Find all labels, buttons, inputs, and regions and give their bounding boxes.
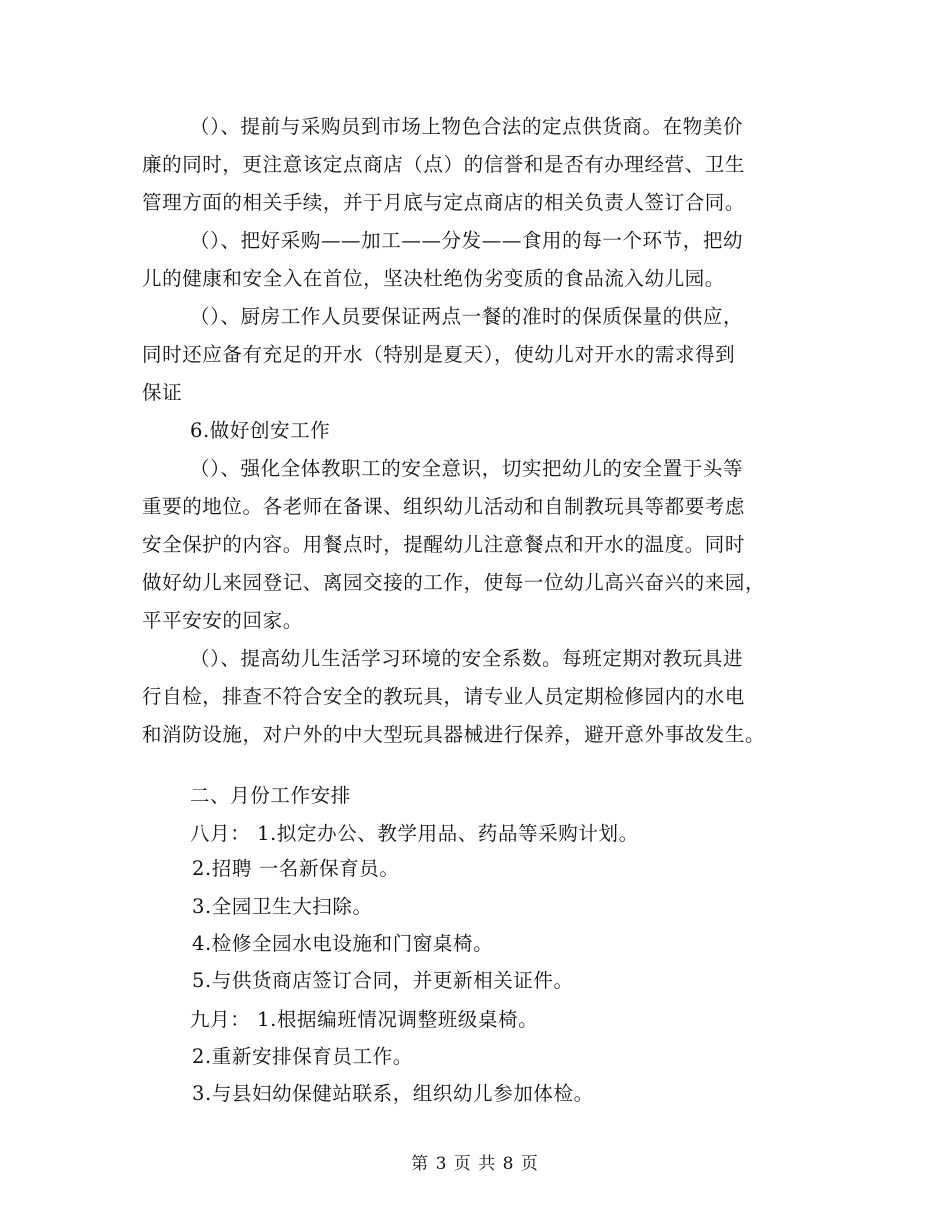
paragraph-6-line-1: （）、提高幼儿生活学习环境的安全系数。每班定期对教玩具进 — [190, 647, 744, 670]
august-head: 八月： 1.拟定办公、教学用品、药品等采购计划。 — [190, 822, 639, 845]
august-item-4: 4.检修全园水电设施和门窗桌椅。 — [192, 932, 494, 955]
paragraph-1-line-1: （）、提前与采购员到市场上物色合法的定点供货商。在物美价 — [190, 115, 744, 138]
september-head: 九月： 1.根据编班情况调整班级桌椅。 — [190, 1008, 539, 1031]
section-title: 二、月份工作安排 — [190, 784, 351, 807]
paragraph-2-line-2: 儿的健康和安全入在首位，坚决杜绝伪劣变质的食品流入幼儿园。 — [142, 267, 725, 290]
paragraph-5-line-5: 平平安安的回家。 — [142, 609, 303, 632]
paragraph-1-line-3: 管理方面的相关手续，并于月底与定点商店的相关负责人签订合同。 — [142, 191, 746, 214]
september-item-2: 2.重新安排保育员工作。 — [192, 1045, 413, 1068]
paragraph-2-line-1: （）、把好采购——加工——分发——食用的每一个环节，把幼 — [190, 229, 744, 252]
paragraph-5-line-2: 重要的地位。各老师在备课、组织幼儿活动和自制教玩具等都要考虑 — [142, 495, 746, 518]
paragraph-5-line-4: 做好幼儿来园登记、离园交接的工作，使每一位幼儿高兴奋兴的来园， — [142, 571, 766, 594]
paragraph-6-line-3: 和消防设施，对户外的中大型玩具器械进行保养，避开意外事故发生。 — [142, 723, 766, 746]
page-footer: 第 3 页 共 8 页 — [411, 1154, 539, 1174]
august-item-5: 5.与供货商店签订合同，并更新相关证件。 — [192, 969, 574, 992]
paragraph-5-line-1: （）、强化全体教职工的安全意识，切实把幼儿的安全置于头等 — [190, 457, 744, 480]
august-item-2: 2.招聘 一名新保育员。 — [192, 857, 400, 880]
subsection-heading: 6.做好创安工作 — [190, 419, 331, 442]
paragraph-3-line-1: （）、厨房工作人员要保证两点一餐的准时的保质保量的供应， — [190, 305, 744, 328]
paragraph-3-line-3: 保证 — [142, 381, 183, 404]
paragraph-5-line-3: 安全保护的内容。用餐点时，提醒幼儿注意餐点和开水的温度。同时 — [142, 533, 746, 556]
paragraph-6-line-2: 行自检，排查不符合安全的教玩具，请专业人员定期检修园内的水电 — [142, 685, 746, 708]
august-item-3: 3.全园卫生大扫除。 — [192, 895, 373, 918]
paragraph-1-line-2: 廉的同时，更注意该定点商店（点）的信誉和是否有办理经营、卫生 — [142, 153, 746, 176]
september-item-3: 3.与县妇幼保健站联系，组织幼儿参加体检。 — [192, 1082, 594, 1105]
paragraph-3-line-2: 同时还应备有充足的开水（特别是夏天），使幼儿对开水的需求得到 — [142, 343, 736, 366]
